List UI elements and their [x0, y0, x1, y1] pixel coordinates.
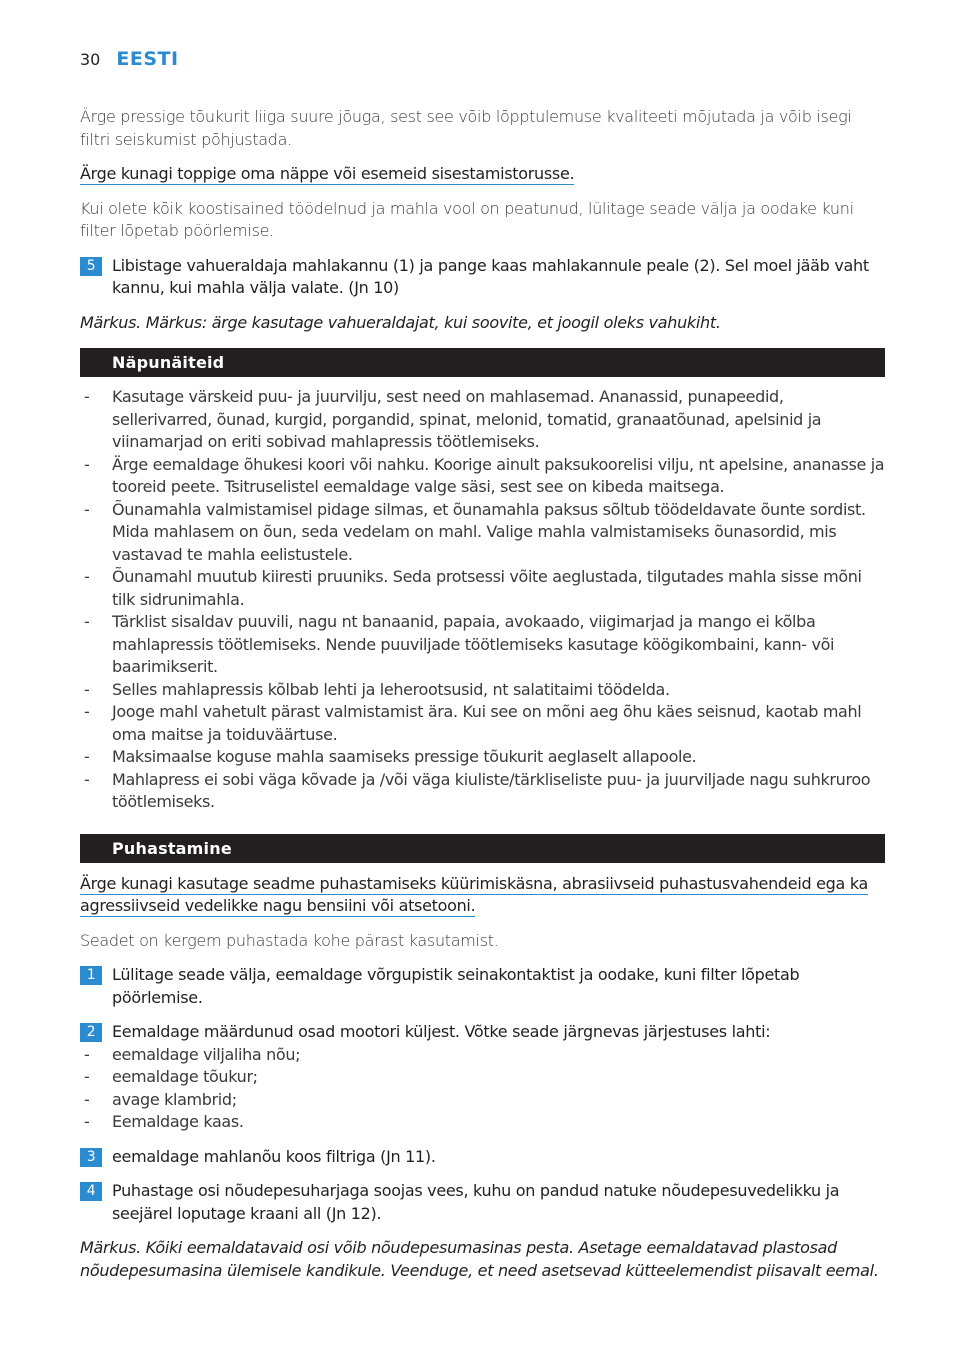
step-text: Libistage vahueraldaja mahlakannu (1) ja pange kaas mahlakannule peale (2). Sel moel jääb vaht kannu, kui mahla välja valate. (Jn 10)	[112, 255, 869, 297]
warning-cleaning	[80, 873, 885, 918]
list-item: - Õunamahl muutub kiiresti pruuniks. Seda protsessi võite aeglustada, tilgutades mahla sisse mõni tilk sidrunimahla.	[80, 566, 885, 611]
warning-cleaning-text: Ärge kunagi kasutage seadme puhastamiseks küürimiskäsna, abrasiivseid puhastusvahendeid ega ka agressiivseid vedelikke nagu bensiini või atsetooni.	[80, 873, 869, 915]
page-number: 30	[80, 50, 101, 69]
step-number-badge: 1	[80, 966, 102, 985]
disassembly-list	[80, 1044, 885, 1134]
step-text: eemaldage mahlanõu koos filtriga (Jn 11).	[112, 1146, 436, 1166]
page-content	[80, 106, 885, 1282]
step-text: Eemaldage määrdunud osad mootori küljest. Võtke seade järgnevas järjestuses lahti:	[112, 1022, 771, 1041]
intro-paragraph-1: Ärge pressige tõukurit liiga suure jõuga, sest see võib lõpptulemuse kvaliteeti mõjutada ja võib isegi filtri seiskumist põhjustada.	[80, 107, 852, 149]
list-item: - Maksimaalse koguse mahla saamiseks pressige tõukurit aeglaselt allapoole.	[80, 746, 885, 769]
step-number-badge: 3	[80, 1148, 102, 1167]
step-number-badge: 4	[80, 1182, 102, 1201]
note-dishwasher: Märkus. Kõiki eemaldatavaid osi võib nõudepesumasinas pesta. Asetage eemaldatavad plastosad nõudepesumasina ülemisele kandikule. Veenduge, et need asetsevad kütteelemendist piisavalt eemal.	[80, 1238, 879, 1280]
intro-paragraph-2: Kui olete kõik koostisained töödelnud ja mahla vool on peatunud, lülitage seade välja ja oodake kuni filter lõpetab pöörlemise.	[80, 198, 854, 240]
step-text: Puhastage osi nõudepesuharjaga soojas vees, kuhu on pandud natuke nõudepesuvedelikku ja seejärel loputage kraani all (Jn 12).	[112, 1181, 840, 1223]
step-number-badge: 5	[80, 257, 102, 276]
step-1	[80, 964, 885, 1009]
note-froth-separator: Märkus. Märkus: ärge kasutage vahueraldajat, kui soovite, et joogil oleks vahukiht.	[80, 312, 721, 332]
step-text: Lülitage seade välja, eemaldage võrgupistik seinakontaktist ja oodake, kuni filter lõpetab pöörlemise.	[112, 965, 800, 1007]
list-item: - eemaldage tõukur;	[80, 1066, 885, 1089]
step-number-badge: 2	[80, 1023, 102, 1042]
list-item: - avage klambrid;	[80, 1089, 885, 1112]
step-4	[80, 1180, 885, 1225]
list-item: - eemaldage viljaliha nõu;	[80, 1044, 885, 1067]
list-item: - Eemaldage kaas.	[80, 1111, 885, 1134]
page-header	[80, 48, 179, 74]
list-item: - Õunamahla valmistamisel pidage silmas, et õunamahla paksus sõltub töödeldavate õunte sordist. Mida mahlasem on õun, seda vedelam on mahl. Valige mahla valmistamiseks õunasordid, mis vastavad te mahla eelistustele.	[80, 499, 885, 567]
list-item: - Mahlapress ei sobi väga kõvade ja /või väga kiuliste/tärkliseliste puu- ja juurviljade nagu suhkruroo töötlemiseks.	[80, 769, 885, 814]
list-item: - Jooge mahl vahetult pärast valmistamist ära. Kui see on mõni aeg õhu käes seisnud, kaotab mahl oma maitse ja toiduväärtuse.	[80, 701, 885, 746]
warning-fingers-text: Ärge kunagi toppige oma näppe või esemeid sisestamistorusse.	[80, 164, 575, 183]
section-heading-cleaning: Puhastamine	[80, 834, 885, 863]
list-item: - Kasutage värskeid puu- ja juurvilju, sest need on mahlasemad. Ananassid, punapeedid, sellerivarred, õunad, kurgid, porgandid, spinat, melonid, tomatid, granaatõunad, apelsinid ja viinamarjad on eriti sobivad mahlapressis töötlemiseks.	[80, 386, 885, 454]
language-heading: EESTI	[116, 48, 179, 70]
step-2	[80, 1021, 885, 1044]
step-3	[80, 1146, 885, 1169]
tips-list	[80, 386, 885, 814]
list-item: - Selles mahlapressis kõlbab lehti ja leherootsusid, nt salatitaimi töödelda.	[80, 679, 885, 702]
list-item: - Ärge eemaldage õhukesi koori või nahku. Koorige ainult paksukoorelisi vilju, nt apelsine, ananasse ja tooreid peete. Tsitruselistel eemaldage valge säsi, sest see on kibeda maitsega.	[80, 454, 885, 499]
list-item: - Tärklist sisaldav puuvili, nagu nt banaanid, papaia, avokaado, viigimarjad ja mango ei kõlba mahlapressis töötlemiseks. Nende puuviljade töötlemiseks kasutage köögikombaini, kann- või baarimikserit.	[80, 611, 885, 679]
step-5	[80, 255, 885, 300]
warning-fingers	[80, 163, 885, 186]
cleaning-paragraph: Seadet on kergem puhastada kohe pärast kasutamist.	[80, 930, 499, 950]
section-heading-tips: Näpunäiteid	[80, 348, 885, 377]
